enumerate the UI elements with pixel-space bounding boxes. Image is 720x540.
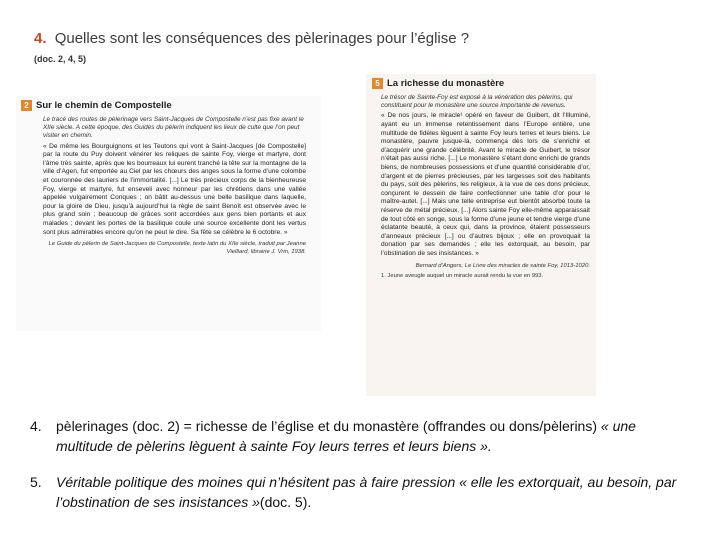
document-5-title: La richesse du monastère xyxy=(387,78,505,89)
answer-plain-text: pèlerinages (doc. 2) = richesse de l’église et du monastère (offrandes ou dons/pèlerins) xyxy=(56,418,601,434)
question-doc-refs: (doc. 2, 4, 5) xyxy=(34,54,87,64)
answer-text xyxy=(56,472,695,512)
answer-quote: « une multitude de pèlerins lèguent à sainte Foy leurs terres et leurs biens ». xyxy=(56,418,636,454)
answer-text xyxy=(56,416,695,456)
document-5-intro: Le trésor de Sainte-Foy est exposé à la vénération des pèlerins, qui constituent pour le monastère une source importante de revenus. xyxy=(381,94,573,110)
question-heading xyxy=(34,30,674,68)
answer-number: 5. xyxy=(30,474,42,490)
document-2-badge: 2 xyxy=(21,100,32,111)
document-5-panel xyxy=(366,74,596,396)
document-2-text: « De même les Bourguignons et les Teutons qui vont à Saint-Jacques [de Compostelle] par la route du Puy doivent vénérer les reliques de sainte Foy, vierge et martyre, dont l’âme très sainte, après que les bourreaux lui eurent tranché la tête sur la montagne de la ville d’Agen, fut emportée au Ciel par les chœurs des anges sous la forme d’une colombe et couronnée des lauriers de l’immortalité. [...] Le très précieux corps de la bienheureuse Foy, vierge et martyre, fut enseveli avec honneur par les chrétiens dans une vallée appelée vulgairement Conques ; on bâtit au-dessus une belle basilique dans laquelle, pour la gloire de Dieu, jusqu’à aujourd’hui la règle de saint Benoît est observée avec le plus grand soin ; beaucoup de grâces sont accordées aux gens bien portants et aux malades ; devant les portes de la basilique coule une source excellente dont les vertus sont plus admirables encore qu’on ne peut le dire. Sa fête se célèbre le 6 octobre. » xyxy=(43,142,306,236)
answer-number: 4. xyxy=(30,418,42,434)
document-2-header xyxy=(21,100,316,111)
document-2-panel xyxy=(16,96,321,331)
answer-item xyxy=(30,472,695,512)
document-5-source: Bernard d’Angers, Le Livre des miracles de sainte Foy, 1013-1020. xyxy=(415,262,590,269)
answer-tail: (doc. 5). xyxy=(259,494,312,510)
answer-quote: Véritable politique des moines qui n’hésitent pas à faire pression « elle les extorquait, au besoin, par l’obstination de ses insistances » xyxy=(56,474,677,510)
document-5-footnote: 1. Jeune aveugle auquel un miracle aurait rendu la vue en 993. xyxy=(381,273,544,280)
document-2-title: Sur le chemin de Compostelle xyxy=(36,100,172,111)
document-5-header xyxy=(372,78,590,89)
document-2-intro: Le tracé des routes de pèlerinage vers Saint-Jacques de Compostelle n’est pas fixe avant le XIIe siècle. A cette époque, des Guides du pèlerin indiquent les lieux de culte que l’on peut visiter en chemin. xyxy=(43,116,304,140)
answers-section xyxy=(30,416,695,528)
question-text: Quelles sont les conséquences des pèlerinages pour l’église ? xyxy=(54,30,470,47)
document-5-text: « De nos jours, le miracle¹ opéré en faveur de Guibert, dit l’Illuminé, ayant eu un immense retentissement dans l’Europe entière, une multitude de fidèles lèguent à sainte Foy leurs terres et leurs biens. Le monastère, pauvre jusque-là, commença dès lors de s’enrichir et d’acquérir une grande célébrité. Avant le miracle de Guibert, le trésor n’était pas aussi riche. [...] Le monastère s’étant donc enrichi de grands biens, de nombreuses possessions et d’une quantité considérable d’or, d’argent et de pierres précieuses, par les largesses soit des habitants du pays, soit des pèlerins, les religieux, à la vue de ces dons précieux, conçurent le dessein de faire confectionner une table d’or pour le maître-autel. [...] Mais une telle entreprise eut bientôt absorbé toute la réserve de métal précieux. [...] Alors sainte Foy elle-même apparaissait de tout côté en songe, sous la forme d’une jeune et tendre vierge d’une éclatante beauté, à ceux qui, dans la province, étaient possesseurs d’anneaux précieux [...] ou d’autres bijoux ; elle en provoquait la donation par ses demandes ; elle les extorquait, au besoin, par l’obstination de ses insistances. » xyxy=(381,112,590,257)
document-5-badge: 5 xyxy=(372,78,383,89)
question-number: 4. xyxy=(34,30,47,47)
answer-item xyxy=(30,416,695,456)
document-2-source: Le Guide du pèlerin de Saint-Jacques de Compostelle, texte latin du XIIe siècle, traduit par Jeanne Vielliard, librairie J. Vrin, 1938. xyxy=(48,241,306,255)
